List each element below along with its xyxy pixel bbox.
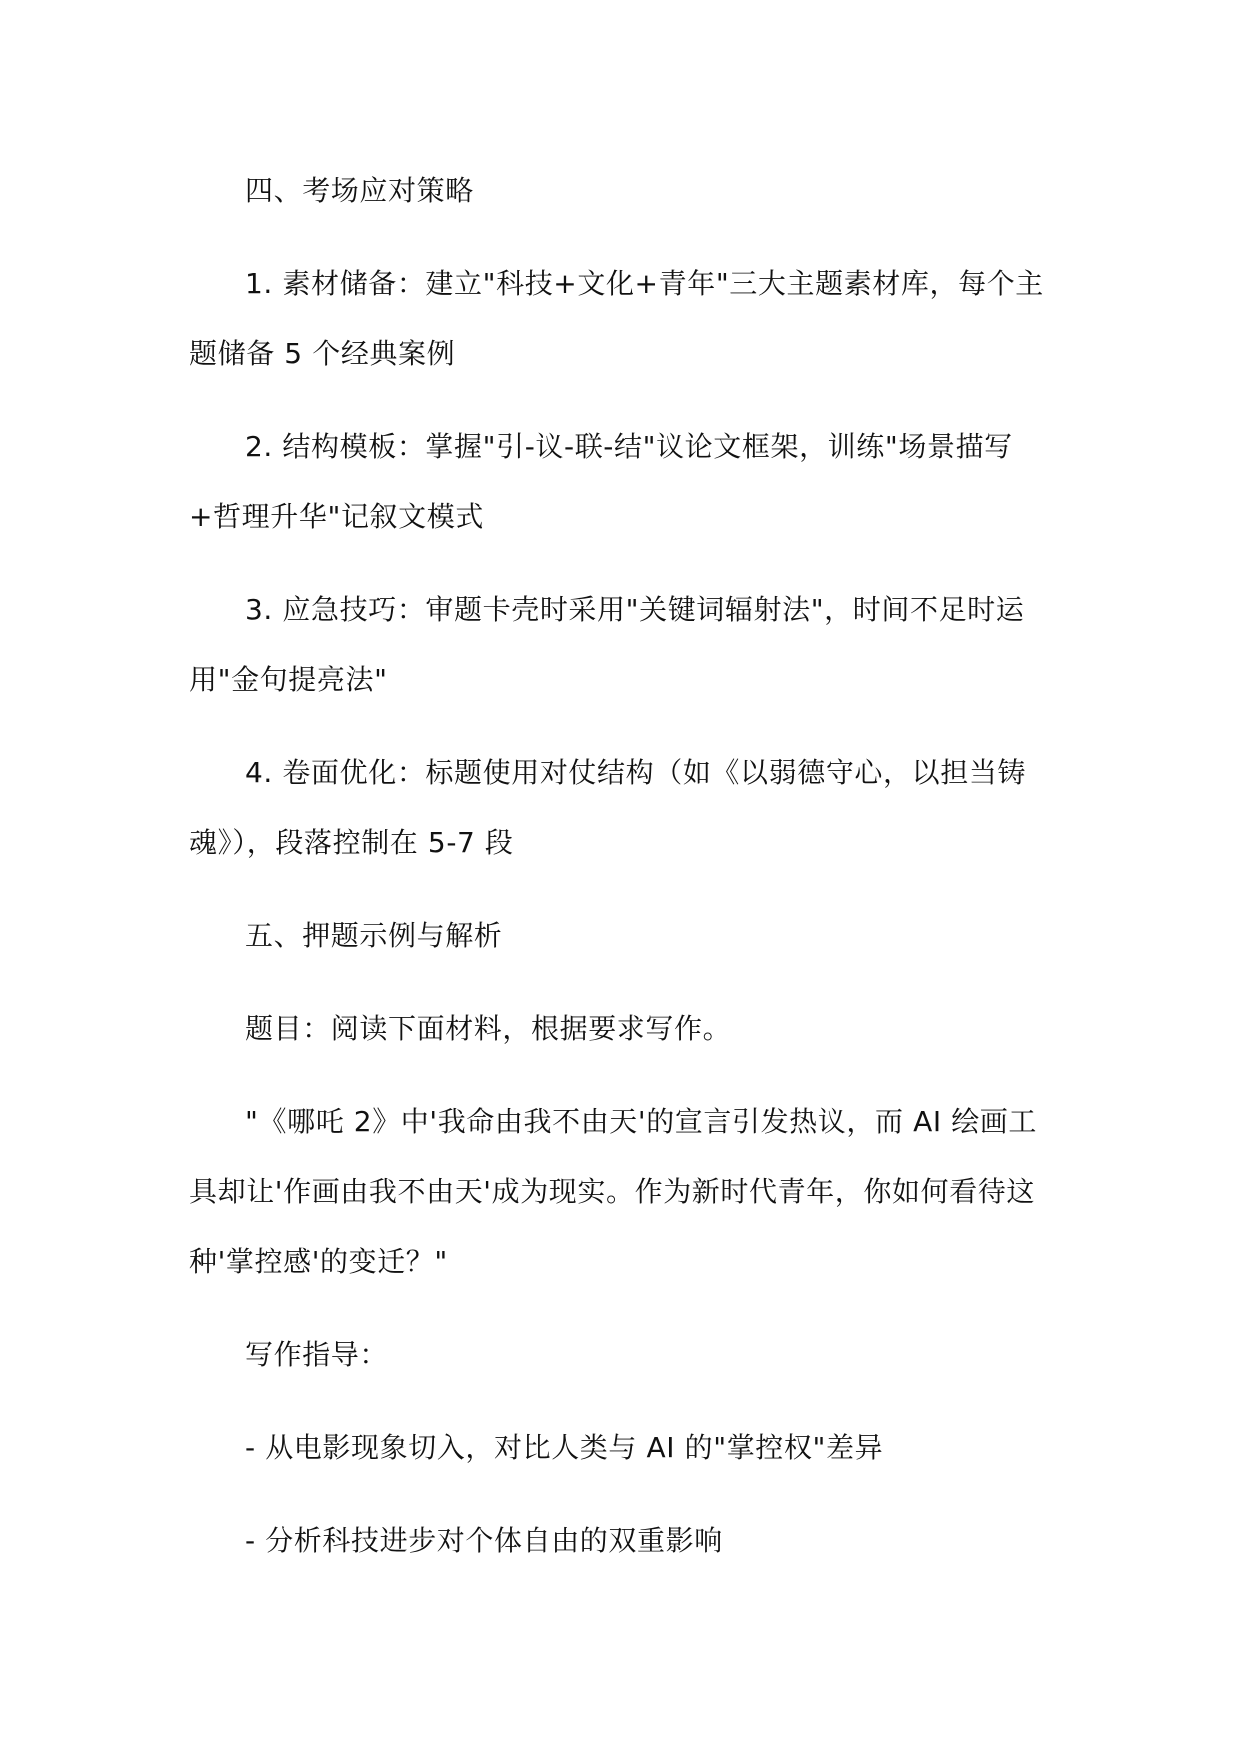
paragraph-gap (189, 389, 1053, 412)
guidance-item: - 从电影现象切入，对比人类与 AI 的"掌控权"差异 (245, 1431, 884, 1464)
prompt-label: 题目：阅读下面材料，根据要求写作。 (245, 1012, 732, 1045)
strategy-item-emergency: 3. 应急技巧：审题卡壳时采用"关键词辐射法"，时间不足时运用"金句提亮法" (189, 593, 1025, 696)
paragraph-gap (189, 878, 1053, 901)
section-heading-strategies: 四、考场应对策略 (245, 174, 474, 207)
strategy-item-layout: 4. 卷面优化：标题使用对仗结构（如《以弱德守心，以担当铸魂》），段落控制在 5-7 段 (189, 756, 1027, 859)
strategy-item-structure: 2. 结构模板：掌握"引-议-联-结"议论文框架，训练"场景描写+哲理升华"记叙文模式 (189, 430, 1013, 533)
paragraph-gap (189, 1297, 1053, 1320)
paragraph-gap (189, 971, 1053, 994)
strategy-item-material: 1. 素材储备：建立"科技+文化+青年"三大主题素材库，每个主题储备 5 个经典案例 (189, 267, 1044, 370)
paragraph-gap (189, 226, 1053, 249)
document-body (189, 156, 1053, 1576)
paragraph-gap (189, 715, 1053, 738)
paragraph-gap (189, 1390, 1053, 1413)
prompt-text: "《哪吒 2》中'我命由我不由天'的宣言引发热议，而 AI 绘画工具却让'作画由我不由天'成为现实。作为新时代青年，你如何看待这种'掌控感'的变迁？" (189, 1105, 1038, 1278)
guidance-label: 写作指导： (245, 1338, 389, 1371)
paragraph-gap (189, 1483, 1053, 1506)
paragraph-gap (189, 1064, 1053, 1087)
section-heading-examples: 五、押题示例与解析 (245, 919, 503, 952)
guidance-item: - 分析科技进步对个体自由的双重影响 (245, 1524, 723, 1557)
paragraph-gap (189, 552, 1053, 575)
